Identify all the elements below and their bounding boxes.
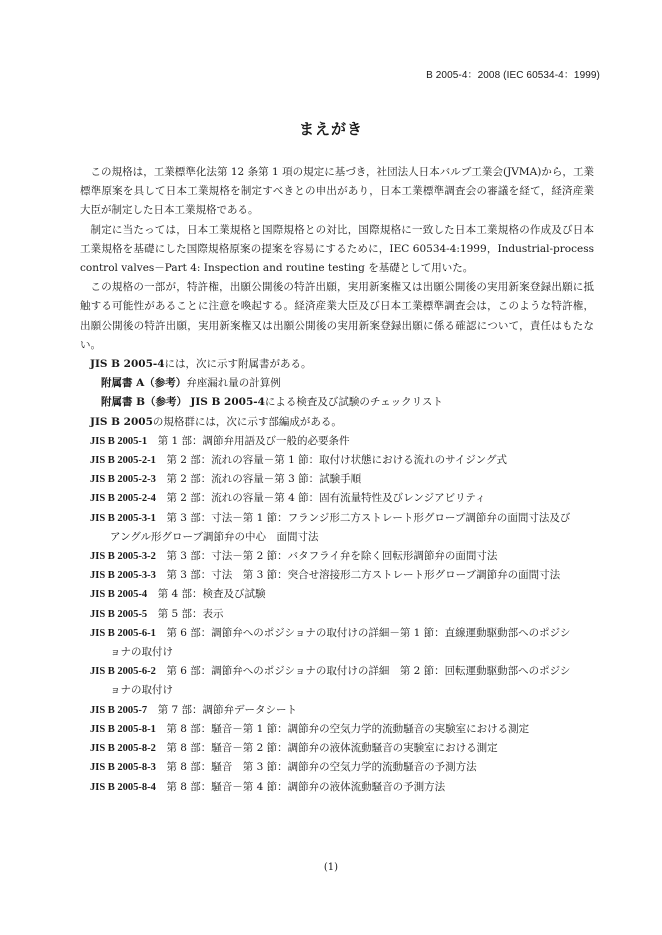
- list-item: [80, 758, 594, 777]
- part-code: JIS B 2005-8-1: [90, 723, 156, 735]
- parts-intro: [80, 413, 594, 432]
- part-code: JIS B 2005-2-4: [90, 493, 156, 505]
- part-desc: 第 6 部：調節弁へのポジショナの取付けの詳細－第 1 節：直線運動駆動部へのポジシ: [166, 626, 571, 639]
- part-code: JIS B 2005-3-2: [90, 551, 156, 563]
- part-code: JIS B 2005-8-3: [90, 762, 156, 774]
- part-desc: 第 1 部：調節弁用語及び一般的必要条件: [157, 434, 350, 447]
- annex-intro-text: には，次に示す附属書がある。: [164, 358, 312, 371]
- part-code: JIS B 2005-2-3: [90, 474, 156, 486]
- part-desc: 第 8 部：騒音－第 2 節：調節弁の液体流動騒音の実験室における測定: [166, 742, 498, 755]
- list-item: [80, 585, 594, 604]
- part-desc-continued: アングル形グローブ調節弁の中心 面間寸法: [110, 530, 319, 543]
- annex-b-label: 附属書 B（参考）: [101, 396, 188, 409]
- page-number: (1): [323, 862, 339, 873]
- parts-list: [80, 432, 594, 797]
- document-body: [80, 163, 594, 797]
- part-code: JIS B 2005-3-1: [90, 512, 156, 524]
- part-code: JIS B 2005-6-2: [90, 666, 156, 678]
- list-item: [80, 739, 594, 758]
- paragraph-1: この規格は，工業標準化法第 12 条第 1 項の規定に基づき，社団法人日本バルブ工業会(JVMA)から，工業標準原案を具して日本工業規格を制定すべきとの申出があり，日本工業標準調査会の審議を経て，経済産業大臣が制定した日本工業規格である。: [80, 166, 594, 217]
- annex-intro: [80, 355, 594, 374]
- parts-intro-text: の規格群には，次に示す部編成がある。: [152, 415, 342, 428]
- paragraph-2: 制定に当たっては，日本工業規格と国際規格との対比，国際規格に一致した日本工業規格の作成及び日本工業規格を基礎にした国際規格原案の提案を容易にするために，IEC 60534-4:1999，Industrial-process control valves－Part 4: Inspection and routine testing を基礎として用いた。: [80, 223, 594, 275]
- list-item: [80, 605, 594, 624]
- part-desc: 第 4 部：検査及び試験: [157, 588, 266, 601]
- part-code: JIS B 2005-8-4: [90, 781, 156, 793]
- paragraph-3: この規格の一部が，特許権，出願公開後の特許出願，実用新案権又は出願公開後の実用新案登録出願に抵触する可能性があることに注意を喚起する。経済産業大臣及び日本工業標準調査会は，このような特許権，出願公開後の特許出願，実用新案権又は出願公開後の実用新案登録出願に係る確認について，責任はもたない。: [80, 281, 594, 351]
- part-desc: 第 6 部：調節弁へのポジショナの取付けの詳細 第 2 節：回転運動駆動部へのポジシ: [166, 665, 571, 678]
- annex-a-label: 附属書 A（参考）: [101, 377, 187, 390]
- part-desc: 第 8 部：騒音 第 3 節：調節弁の空気力学的流動騒音の予測方法: [166, 761, 477, 774]
- list-item: [80, 624, 594, 662]
- part-code: JIS B 2005-3-3: [90, 570, 156, 582]
- annex-a-text: 弁座漏れ量の計算例: [186, 377, 281, 390]
- list-item: [80, 778, 594, 797]
- list-item: [80, 547, 594, 566]
- parts-intro-code: JIS B 2005: [90, 415, 153, 428]
- annex-intro-code: JIS B 2005-4: [90, 358, 165, 371]
- standard-code-header: B 2005-4：2008 (IEC 60534-4：1999): [426, 70, 600, 81]
- list-item: [80, 489, 594, 508]
- part-desc-continued: ョナの取付け: [110, 646, 173, 659]
- part-code: JIS B 2005-8-2: [90, 743, 156, 755]
- list-item: [80, 566, 594, 585]
- part-code: JIS B 2005-1: [90, 435, 148, 447]
- list-item: [80, 432, 594, 451]
- part-code: JIS B 2005-4: [90, 589, 148, 601]
- list-item: [80, 509, 594, 547]
- part-desc-continued: ョナの取付け: [110, 684, 173, 697]
- list-item: [80, 720, 594, 739]
- annex-b: [80, 393, 594, 412]
- annex-b-text: による検査及び試験のチェックリスト: [264, 396, 443, 409]
- part-desc: 第 2 部：流れの容量－第 4 節：固有流量特性及びレンジアビリティ: [166, 492, 486, 505]
- part-desc: 第 3 部：寸法 第 3 節：突合せ溶接形二方ストレート形グローブ調節弁の面間寸法: [166, 569, 561, 582]
- part-desc: 第 8 部：騒音－第 4 節：調節弁の液体流動騒音の予測方法: [166, 780, 446, 793]
- page-title: まえがき: [298, 120, 363, 138]
- list-item: [80, 451, 594, 470]
- annex-b-code: JIS B 2005-4: [190, 396, 265, 409]
- list-item: [80, 662, 594, 700]
- list-item: [80, 701, 594, 720]
- part-desc: 第 7 部：調節弁データシート: [157, 703, 298, 716]
- part-code: JIS B 2005-5: [90, 608, 148, 620]
- part-desc: 第 2 部：流れの容量－第 1 節：取付け状態における流れのサイジング式: [166, 454, 507, 467]
- annex-a: [80, 374, 594, 393]
- part-desc: 第 3 部：寸法－第 2 節：バタフライ弁を除く回転形調節弁の面間寸法: [166, 550, 498, 563]
- part-desc: 第 2 部：流れの容量－第 3 節：試験手順: [166, 473, 362, 486]
- part-desc: 第 8 部：騒音－第 1 節：調節弁の空気力学的流動騒音の実験室における測定: [166, 722, 530, 735]
- part-code: JIS B 2005-2-1: [90, 455, 156, 467]
- list-item: [80, 470, 594, 489]
- part-code: JIS B 2005-6-1: [90, 627, 156, 639]
- part-code: JIS B 2005-7: [90, 704, 148, 716]
- part-desc: 第 3 部：寸法－第 1 節：フランジ形二方ストレート形グローブ調節弁の面間寸法及び: [166, 511, 571, 524]
- part-desc: 第 5 部：表示: [157, 607, 224, 620]
